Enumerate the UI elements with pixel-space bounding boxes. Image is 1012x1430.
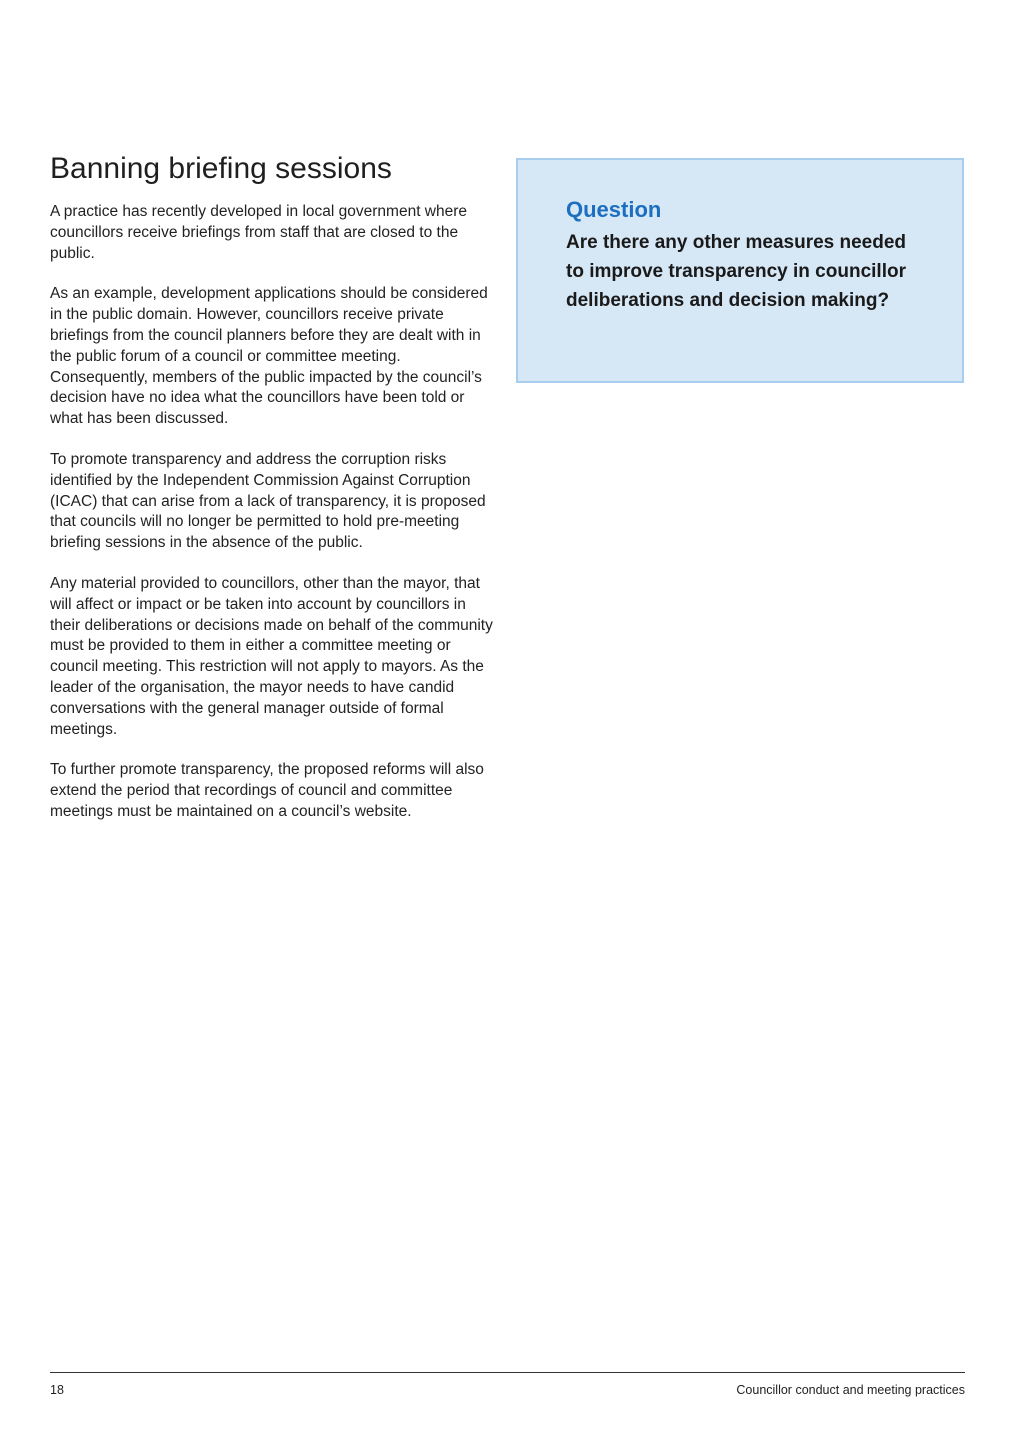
- footer-document-title: Councillor conduct and meeting practices: [736, 1383, 965, 1397]
- section-title: Banning briefing sessions: [50, 152, 392, 185]
- footer-divider: [50, 1372, 965, 1373]
- main-content: [50, 150, 500, 843]
- paragraph-3: To promote transparency and address the corruption risks identified by the Independent Commission Against Corruption (ICAC) that can arise from a lack of transparency, it is proposed that councils will no longer be permitted to hold pre-meeting briefing sessions in the absence of the public.: [50, 450, 486, 552]
- paragraph-2: As an example, development applications should be considered in the public domain. However, councillors receive private briefings from the council planners before they are dealt with in the public forum of a council or committee meeting. Consequently, members of the public impacted by the council’s decision have no idea what the councillors have been told or what has been discussed.: [50, 285, 488, 428]
- question-callout-box: [516, 158, 964, 383]
- paragraph-1: A practice has recently developed in local government where councillors receive briefings from staff that are closed to the public.: [50, 203, 468, 262]
- page-number: 18: [50, 1383, 64, 1397]
- paragraph-5: To further promote transparency, the proposed reforms will also extend the period that recordings of council and committee meetings must be maintained on a council’s website.: [50, 761, 484, 820]
- paragraph-4: Any material provided to councillors, other than the mayor, that will affect or impact or be taken into account by councillors in their deliberations or decisions made on behalf of the community must be provided to them in either a committee meeting or council meeting. This restriction will not apply to mayors. As the leader of the organisation, the mayor needs to have candid conversations with the general manager outside of formal meetings.: [50, 574, 493, 738]
- question-heading: Question: [566, 197, 662, 222]
- question-text: Are there any other measures needed to improve transparency in councillor deliberations and decision making?: [566, 232, 907, 311]
